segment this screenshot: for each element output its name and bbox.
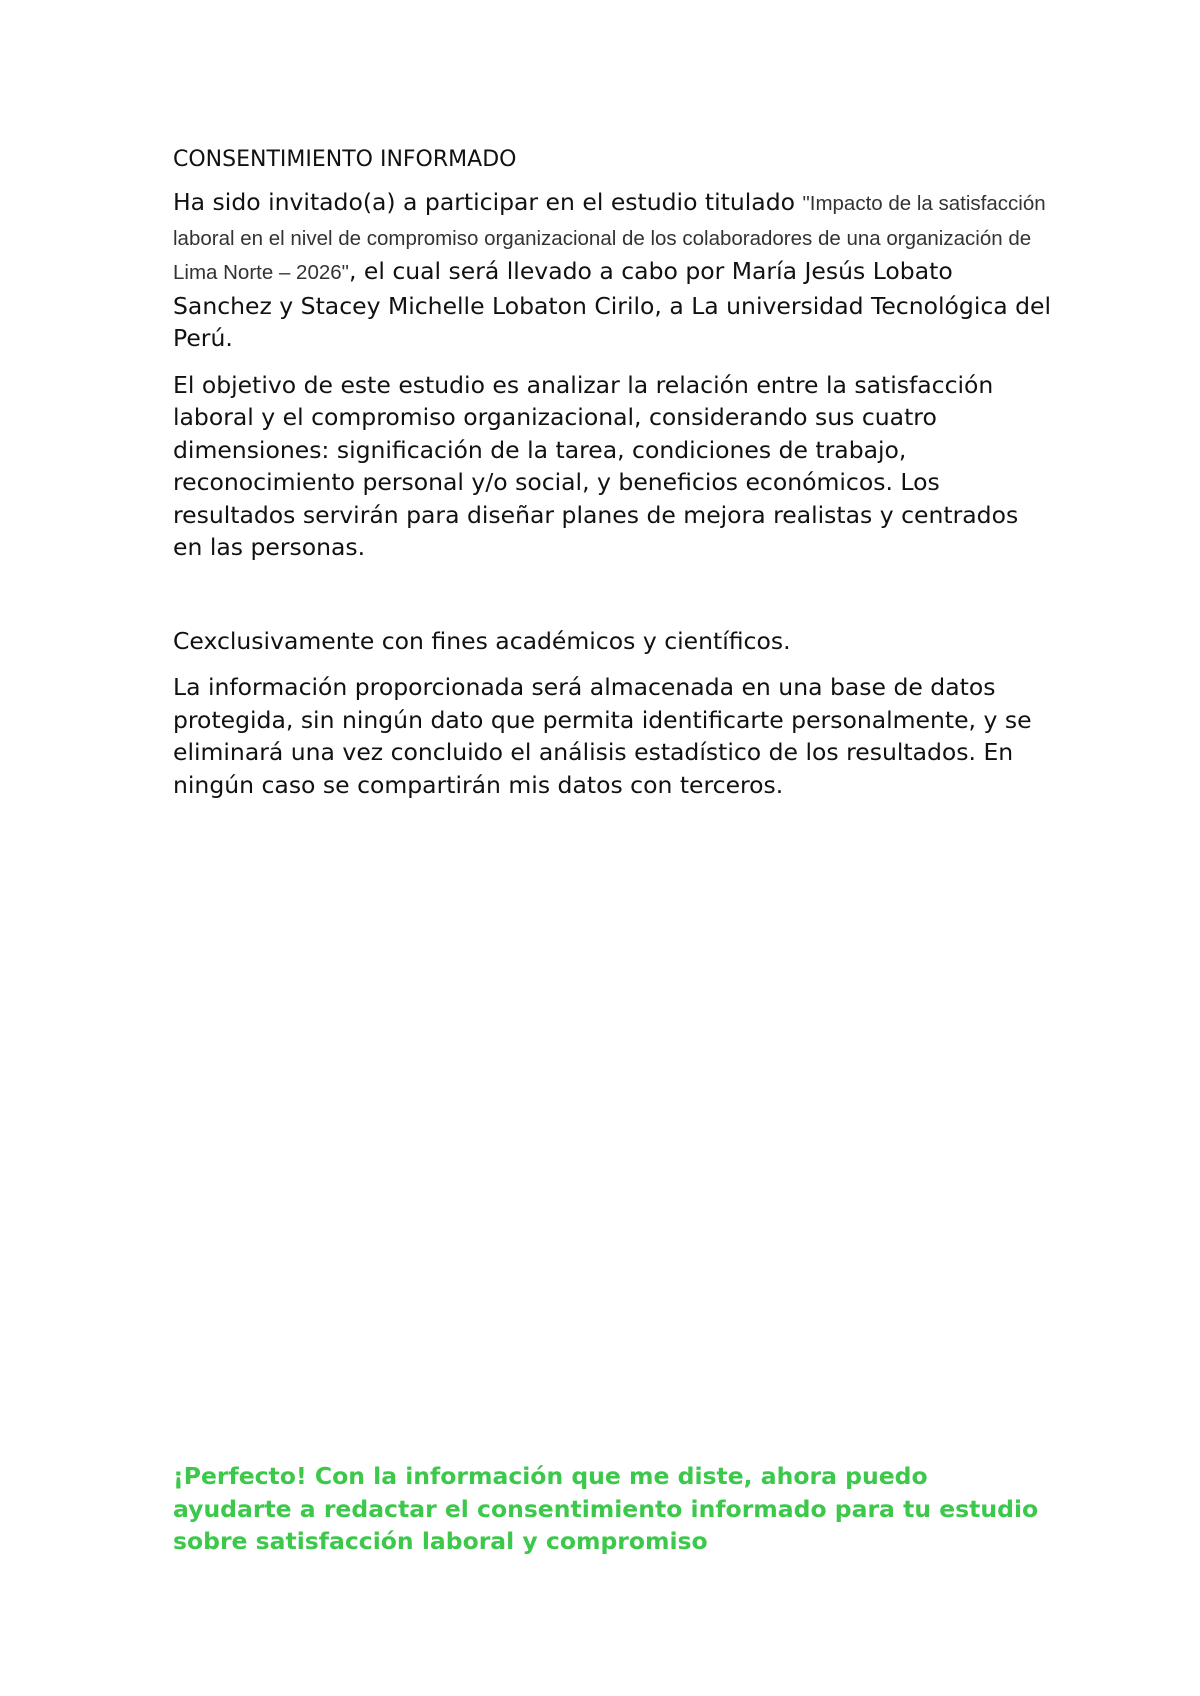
paragraph-spacer [173,578,1053,625]
document-body [173,144,1053,815]
intro-researchers-text: , el cual será llevado a cabo por María Jesús Lobato Sanchez y Stacey Michelle Lobaton Cirilo, a La universidad Tecnológica del Perú. [173,257,1052,352]
intro-lead-text: Ha sido invitado(a) a participar en el estudio titulado [173,188,803,216]
study-title: "Impacto de la satisfacción laboral en el nivel de compromiso organizacional de los colaboradores de una organización de Lima Norte – 2026" [173,192,1046,284]
intro-paragraph [173,186,1053,355]
purpose-paragraph: Cexclusivamente con fines académicos y científicos. [173,626,791,655]
document-title: CONSENTIMIENTO INFORMADO [173,147,517,172]
assistant-note: ¡Perfecto! Con la información que me diste, ahora puedo ayudarte a redactar el consentimiento informado para tu estudio sobre satisfacción laboral y compromiso [173,1462,1039,1555]
objective-paragraph: El objetivo de este estudio es analizar la relación entre la satisfacción laboral y el compromiso organizacional, considerando sus cuatro dimensiones: significación de la tarea, condiciones de trabajo, reconocimiento personal y/o social, y beneficios económicos. Los resultados servirán para diseñar planes de mejora realistas y centrados en las personas. [173,370,1019,561]
data-handling-paragraph: La información proporcionada será almacenada en una base de datos protegida, sin ningún dato que permita identificarte personalmente, y se eliminará una vez concluido el análisis estadístico de los resultados. En ningún caso se compartirán mis datos con terceros. [173,673,1032,799]
